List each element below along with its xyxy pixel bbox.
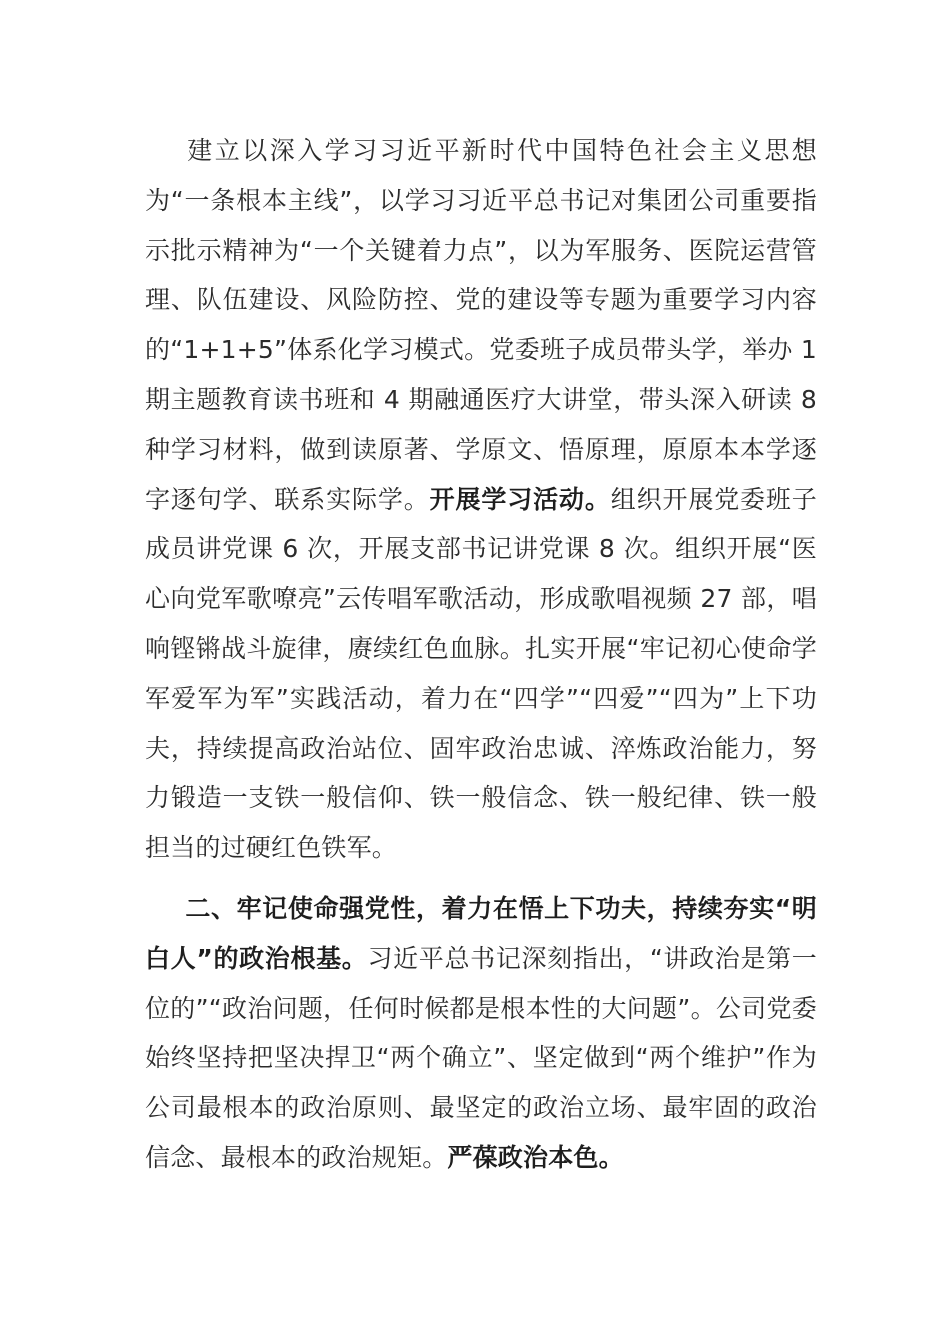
paragraph-study-mode: [145, 126, 817, 873]
paragraph-text: 习近平总书记深刻指出，“讲政治是第一位的”“政治问题，任何时候都是根本性的大问题”。公司党委始终坚持把坚决捍卫“两个确立”、坚定做到“两个维护”作为公司最根本的政治原则、最坚定的政治立场、最牢固的政治信念、最根本的政治规矩。: [145, 943, 818, 1172]
paragraph-text: 组织开展党委班子成员讲党课 6 次，开展支部书记讲党课 8 次。组织开展“医心向党军歌嘹亮”云传唱军歌活动，形成歌唱视频 27 部，唱响铿锵战斗旋律，赓续红色血脉。扎实开展“牢记初心使命学军爱军为军”实践活动，着力在“四学”“四爱”“四为”上下功夫，持续提高政治站位、固牢政治忠诚、淬炼政治能力，努力锻造一支铁一般信仰、铁一般信念、铁一般纪律、铁一般担当的过硬红色铁军。: [145, 484, 818, 863]
paragraph-text: 建立以深入学习习近平新时代中国特色社会主义思想为“一条根本主线”，以学习习近平总书记对集团公司重要指示批示精神为“一个关键着力点”，以为军服务、医院运营管理、队伍建设、风险防控、党的建设等专题为重要学习内容的“1+1+5”体系化学习模式。党委班子成员带头学，举办 1 期主题教育读书班和 4 期融通医疗大讲堂，带头深入研读 8 种学习材料，做到读原著、学原文、悟原理，原原本本学逐字逐句学、联系实际学。: [145, 136, 817, 514]
paragraph-section-two: [145, 884, 817, 1183]
bold-heading-political-color: 严葆政治本色。: [447, 1142, 624, 1172]
bold-heading-study-activities: 开展学习活动。: [429, 484, 611, 514]
section-heading-two: 二、牢记使命强党性，着力在悟上下功夫，持续夯实“明白人”的政治根基。: [145, 894, 817, 973]
